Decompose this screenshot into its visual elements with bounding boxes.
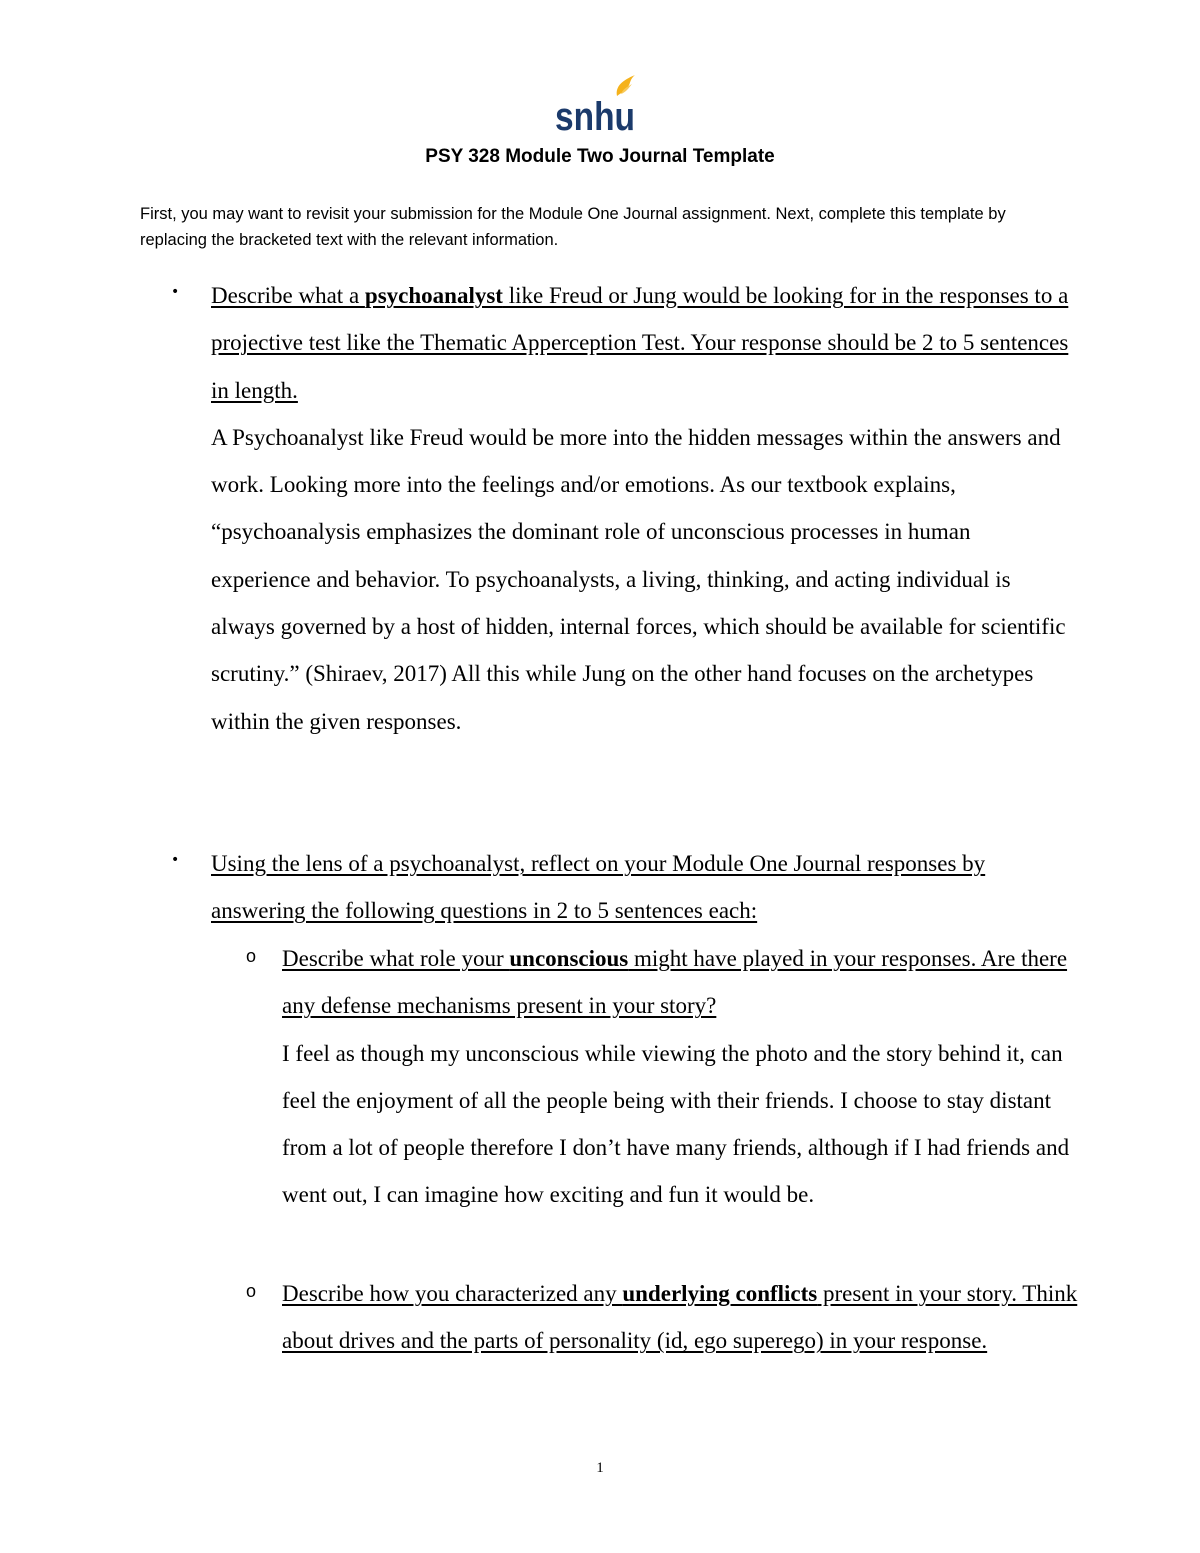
- section-1: [211, 272, 1071, 745]
- subbullet-question-1: o: [246, 946, 257, 966]
- flame-icon: [617, 75, 635, 96]
- section-1-prompt: [211, 272, 1071, 414]
- question-2-prompt-start: Describe how you characterized any: [282, 1281, 623, 1306]
- page-number: 1: [596, 1460, 604, 1476]
- bullet-section-1: •: [171, 284, 180, 300]
- question-1-prompt-end: might have played in your responses. Are there any defense mechanisms present in your story?: [282, 946, 1068, 1019]
- question-1: [282, 935, 1082, 1219]
- question-1-answer: I feel as though my unconscious while viewing the photo and the story behind it, can feel the enjoyment of all the people being with their friends. I choose to stay distant from a lot of people therefore I don’t have many friends, although if I had friends and went out, I can imagine how exciting and fun it would be.: [282, 1040, 1070, 1208]
- section-2-prompt: [211, 840, 1071, 935]
- bullet-section-2: •: [171, 852, 180, 868]
- question-2-prompt: [282, 1270, 1082, 1365]
- subbullet-question-2: o: [246, 1281, 257, 1301]
- document-title: PSY 328 Module Two Journal Template: [425, 146, 775, 167]
- section-1-prompt-end: like Freud or Jung would be looking for in the responses to a projective test like the Thematic Apperception Test. Your response should be 2 to 5 sentences in length.: [211, 283, 1069, 403]
- snhu-logo: [555, 74, 639, 139]
- logo-wordmark: snhu: [555, 95, 635, 139]
- question-1-prompt: [282, 935, 1082, 1030]
- question-2-prompt-end: present in your story. Think about drives and the parts of personality (id, ego superego) in your response.: [282, 1281, 1078, 1354]
- section-2-prompt-text: Using the lens of a psychoanalyst, reflect on your Module One Journal responses by answering the following questions in 2 to 5 sentences each:: [211, 851, 986, 924]
- section-1-prompt-keyword: psychoanalyst: [364, 283, 503, 308]
- intro-paragraph: First, you may want to revisit your submission for the Module One Journal assignment. Next, complete this template by replacing the bracketed text with the relevant information.: [140, 205, 1006, 249]
- question-1-prompt-keyword: unconscious: [509, 946, 629, 971]
- snhu-logo-graphic: [555, 74, 639, 139]
- question-2: [282, 1270, 1082, 1365]
- question-1-prompt-start: Describe what role your: [282, 946, 510, 971]
- question-2-prompt-keyword: underlying conflicts: [622, 1281, 818, 1306]
- section-1-answer: A Psychoanalyst like Freud would be more into the hidden messages within the answers and work. Looking more into the feelings and/or emotions. As our textbook explains, “psychoanalysis emphasizes the dominant role of unconscious processes in human experience and behavior. To psychoanalysts, a living, thinking, and acting individual is always governed by a host of hidden, internal forces, which should be available for scientific scrutiny.” (Shiraev, 2017) All this while Jung on the other hand focuses on the archetypes within the given responses.: [211, 424, 1066, 734]
- section-1-prompt-start: Describe what a: [211, 283, 365, 308]
